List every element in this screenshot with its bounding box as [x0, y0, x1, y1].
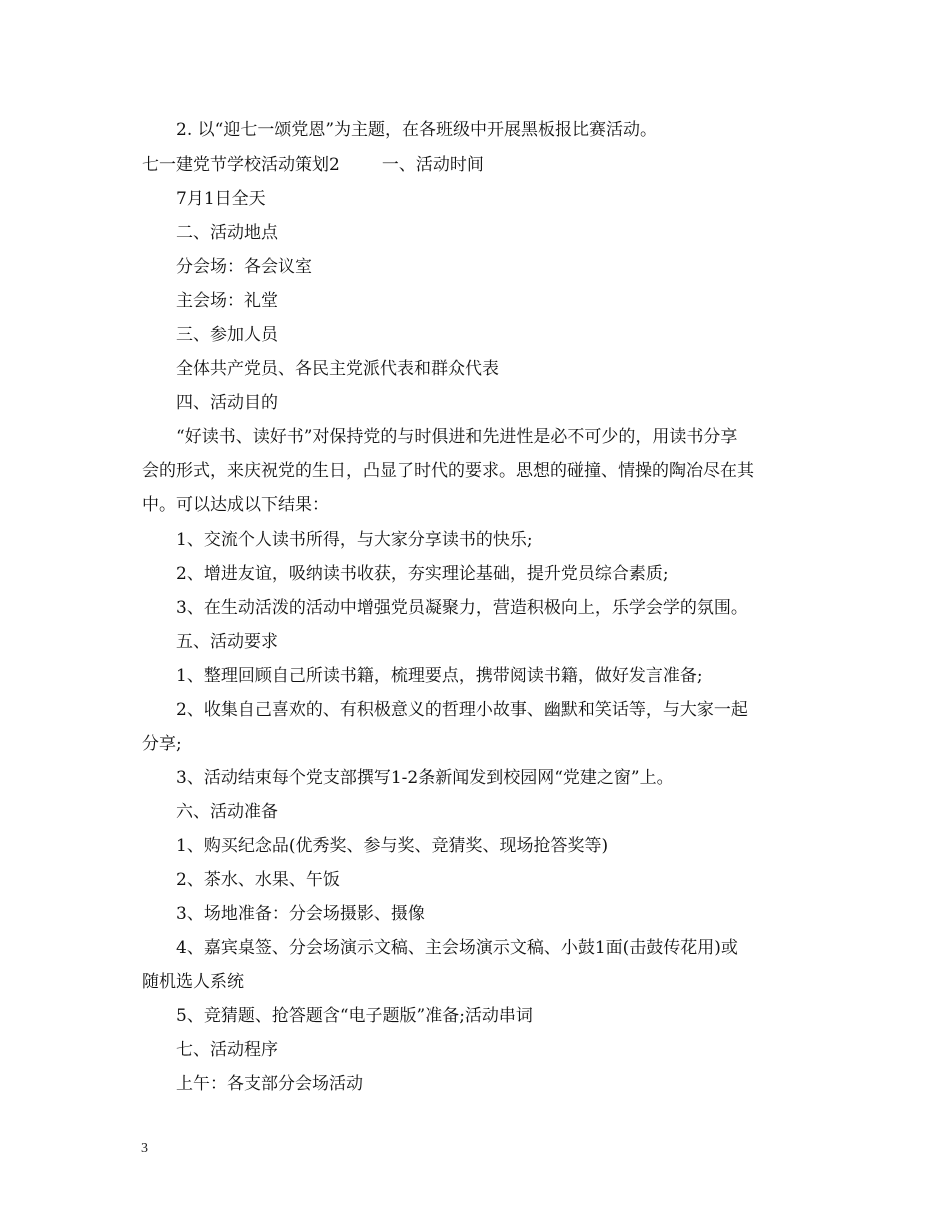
paragraph: “好读书、读好书”对保持党的与时俱进和先进性是必不可少的，用读书分享: [176, 427, 738, 447]
paragraph: 分享;: [142, 734, 182, 754]
list-item: 3、活动结束每个党支部撰写1-2条新闻发到校园网“党建之窗”上。: [176, 768, 674, 788]
list-item: 5、竞猜题、抢答题含“电子题版”准备;活动串词: [176, 1006, 533, 1026]
paragraph: 会的形式，来庆祝党的生日，凸显了时代的要求。思想的碰撞、情操的陶冶尽在其: [142, 461, 754, 481]
section-title: [142, 153, 822, 177]
list-item: 4、嘉宾桌签、分会场演示文稿、主会场演示文稿、小鼓1面(击鼓传花用)或: [176, 938, 738, 958]
heading: 一、活动时间: [381, 155, 484, 175]
paragraph: 主会场：礼堂: [176, 291, 278, 311]
paragraph: 2. 以“迎七一颂党恩”为主题，在各班级中开展黑板报比赛活动。: [176, 120, 658, 140]
heading: 六、活动准备: [176, 802, 278, 822]
heading: 二、活动地点: [176, 223, 278, 243]
list-item: 3、在生动活泼的活动中增强党员凝聚力，营造积极向上，乐学会学的氛围。: [176, 598, 748, 618]
list-item: 1、交流个人读书所得，与大家分享读书的快乐;: [176, 530, 533, 550]
paragraph: 随机选人系统: [142, 972, 244, 992]
paragraph: 7月1日全天: [176, 189, 266, 209]
document-title: 七一建党节学校活动策划2: [142, 155, 340, 175]
page-number: 3: [141, 1141, 148, 1156]
list-item: 1、整理回顾自己所读书籍，梳理要点，携带阅读书籍，做好发言准备;: [176, 666, 703, 686]
paragraph: 全体共产党员、各民主党派代表和群众代表: [176, 359, 499, 379]
paragraph: 分会场：各会议室: [176, 257, 312, 277]
heading: 五、活动要求: [176, 632, 278, 652]
list-item: 2、收集自己喜欢的、有积极意义的哲理小故事、幽默和笑话等，与大家一起: [176, 700, 748, 720]
heading: 四、活动目的: [176, 393, 278, 413]
list-item: 1、购买纪念品(优秀奖、参与奖、竞猜奖、现场抢答奖等): [176, 836, 609, 856]
heading: 三、参加人员: [176, 325, 278, 345]
heading: 七、活动程序: [176, 1040, 278, 1060]
list-item: 2、茶水、水果、午饭: [176, 870, 340, 890]
paragraph: 上午：各支部分会场活动: [176, 1074, 363, 1094]
paragraph: 中。可以达成以下结果：: [142, 495, 329, 515]
list-item: 2、增进友谊，吸纳读书收获，夯实理论基础，提升党员综合素质;: [176, 564, 669, 584]
list-item: 3、场地准备：分会场摄影、摄像: [176, 904, 425, 924]
